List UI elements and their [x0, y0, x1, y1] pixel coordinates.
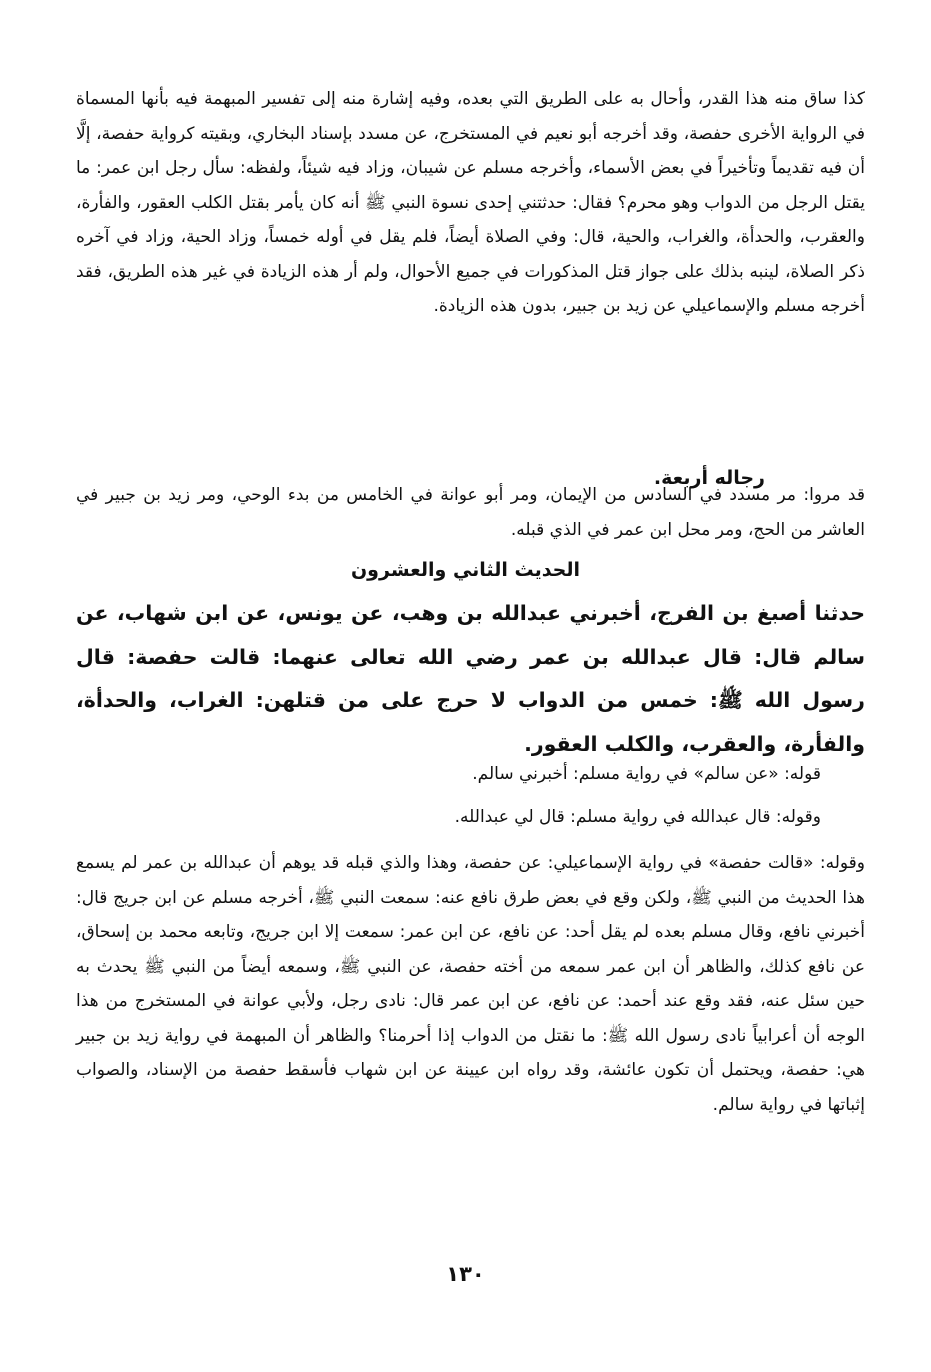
commentary-line-1: قوله: «عن سالم» في رواية مسلم: أخبرني سالم.: [472, 764, 821, 784]
hadith-title: الحديث الثاني والعشرون: [350, 559, 581, 581]
page-number: ١٣٠: [446, 1262, 485, 1286]
narrators-paragraph: قد مروا: مر مسدد في السادس من الإيمان، ومر أبو عوانة في الخامس من بدء الوحي، ومر زيد بن جبير في العاشر من الحج، ومر محل ابن عمر في الذي قبله.: [76, 485, 865, 540]
narrators-heading: رجاله أربعة.: [653, 467, 765, 489]
commentary-line-2: وقوله: قال عبدالله في رواية مسلم: قال لي عبدالله.: [454, 807, 821, 827]
commentary-paragraph-2: وقوله: «قالت حفصة» في رواية الإسماعيلي: عن حفصة، وهذا والذي قبله قد يوهم أن عبدالله بن عمر لم يسمع هذا الحديث من النبي ﷺ، ولكن وقع في بعض طرق نافع عنه: سمعت النبي ﷺ، أخرجه مسلم عن ابن جريج قال: أخبرني نافع، وقال مسلم بعده لم يقل أحد: عن نافع، عن ابن عمر: سمعت إلا ابن جريج، وتابعه محمد بن إسحاق، عن نافع كذلك، والظاهر أن ابن عمر سمعه من أخته حفصة، عن النبي ﷺ، وسمعه أيضاً من النبي ﷺ يحدث به حين سئل عنه، فقد وقع عند أحمد: عن نافع، عن ابن عمر قال: نادى رجل، ولأبي عوانة في المستخرج من هذا الوجه أن أعرابياً نادى رسول الله ﷺ: ما نقتل من الدواب إذا أحرمنا؟ والظاهر أن المبهمة في رواية زيد بن جبير هي: حفصة، ويحتمل أن تكون عائشة، وقد رواه ابن عيينة عن ابن شهاب فأسقط حفصة من الإسناد، والصواب إثباتها في رواية سالم.: [76, 853, 865, 1115]
hadith-text: حدثنا أصبغ بن الفرج، أخبرني عبدالله بن وهب، عن يونس، عن ابن شهاب، عن سالم قال: قال عبدالله بن عمر رضي الله تعالى عنهما: قالت حفصة: قال رسول الله ﷺ: خمس من الدواب لا حرج على من قتلهن: الغراب، والحدأة، والفأرة، والعقرب، والكلب العقور.: [76, 601, 865, 756]
commentary-paragraph-1: كذا ساق منه هذا القدر، وأحال به على الطريق التي بعده، وفيه إشارة منه إلى تفسير المبهمة فيه بأنها المسماة في الرواية الأخرى حفصة، وقد أخرجه أبو نعيم في المستخرج، عن مسدد بإسناد البخاري، وبقيته كرواية حفصة، إلَّا أن فيه تقديماً وتأخيراً في بعض الأسماء، وأخرجه مسلم عن شيبان، وزاد فيه شيئاً، ولفظه: سأل رجل ابن عمر: ما يقتل الرجل من الدواب وهو محرم؟ فقال: حدثتني إحدى نسوة النبي ﷺ أنه كان يأمر بقتل الكلب العقور، والفأرة، والعقرب، والحدأة، والغراب، والحية، قال: وفي الصلاة أيضاً، فلم يقل في أوله خمساً، وزاد الحية، وزاد في آخره ذكر الصلاة، لينبه بذلك على جواز قتل المذكورات في جميع الأحوال، ولم أر هذه الزيادة في غير هذه الطريق، فقد أخرجه مسلم والإسماعيلي عن زيد بن جبير، بدون هذه الزيادة.: [76, 89, 865, 316]
